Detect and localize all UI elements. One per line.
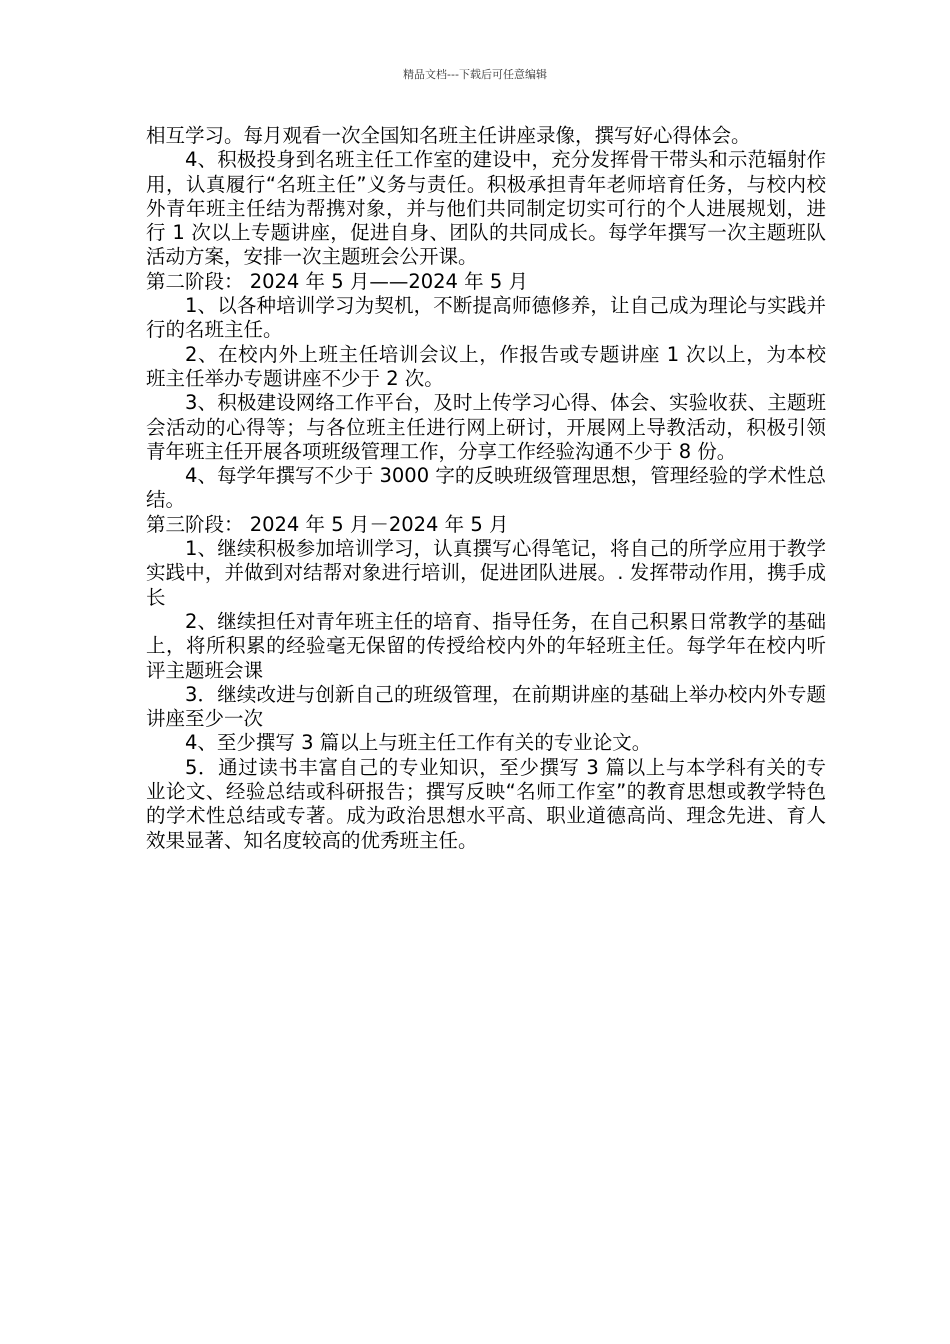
stage-heading-2: 第二阶段： 2024 年 5 月——2024 年 5 月 <box>146 269 528 293</box>
paragraph-item: 4、至少撰写 3 篇以上与班主任工作有关的专业论文。 <box>185 731 652 755</box>
paragraph-item: 5．通过读书丰富自己的专业知识，至少撰写 3 篇以上与本学科有关的专业论文、经验总结或科研报告；撰写反映“名师工作室”的教育思想或教学特色的学术性总结或专著。成为政治思想水平高、职业道德高尚、理念先进、育人效果显著、知名度较高的优秀班主任。 <box>146 755 826 852</box>
page-header: 精品文档---下载后可任意编辑 <box>403 68 547 81</box>
stage-heading-3: 第三阶段： 2024 年 5 月－2024 年 5 月 <box>146 512 509 536</box>
paragraph-continuation: 相互学习。每月观看一次全国知名班主任讲座录像，撰写好心得体会。 <box>146 124 751 147</box>
paragraph-item: 4、每学年撰写不少于 3000 字的反映班级管理思想，管理经验的学术性总结。 <box>146 464 826 512</box>
paragraph-item: 3．继续改进与创新自己的班级管理，在前期讲座的基础上举办校内外专题讲座至少一次 <box>146 682 826 731</box>
paragraph-item: 4、积极投身到名班主任工作室的建设中，充分发挥骨干带头和示范辐射作用，认真履行“名班主任”义务与责任。积极承担青年老师培育任务，与校内校外青年班主任结为帮携对象，并与他们共同制定切实可行的个人进展规划，进行 1 次以上专题讲座，促进自身、团队的共同成长。每学年撰写一次主题班队活动方案，安排一次主题班会公开课。 <box>146 148 826 269</box>
document-body <box>146 124 826 853</box>
paragraph-item: 1、继续积极参加培训学习，认真撰写心得笔记，将自己的所学应用于教学实践中，并做到对结帮对象进行培训，促进团队进展。. 发挥带动作用，携手成长 <box>146 537 826 609</box>
paragraph-item: 2、继续担任对青年班主任的培育、指导任务，在自己积累日常教学的基础上，将所积累的经验毫无保留的传授给校内外的年轻班主任。每学年在校内听评主题班会课 <box>146 609 826 682</box>
paragraph-item: 2、在校内外上班主任培训会议上，作报告或专题讲座 1 次以上，为本校班主任举办专题讲座不少于 2 次。 <box>146 342 826 390</box>
paragraph-item: 3、积极建设网络工作平台，及时上传学习心得、体会、实验收获、主题班会活动的心得等；与各位班主任进行网上研讨，开展网上导教活动，积极引领青年班主任开展各项班级管理工作，分享工作经验沟通不少于 8 份。 <box>146 391 826 463</box>
paragraph-item: 1、以各种培训学习为契机，不断提高师德修养，让自己成为理论与实践并行的名班主任。 <box>146 294 826 342</box>
